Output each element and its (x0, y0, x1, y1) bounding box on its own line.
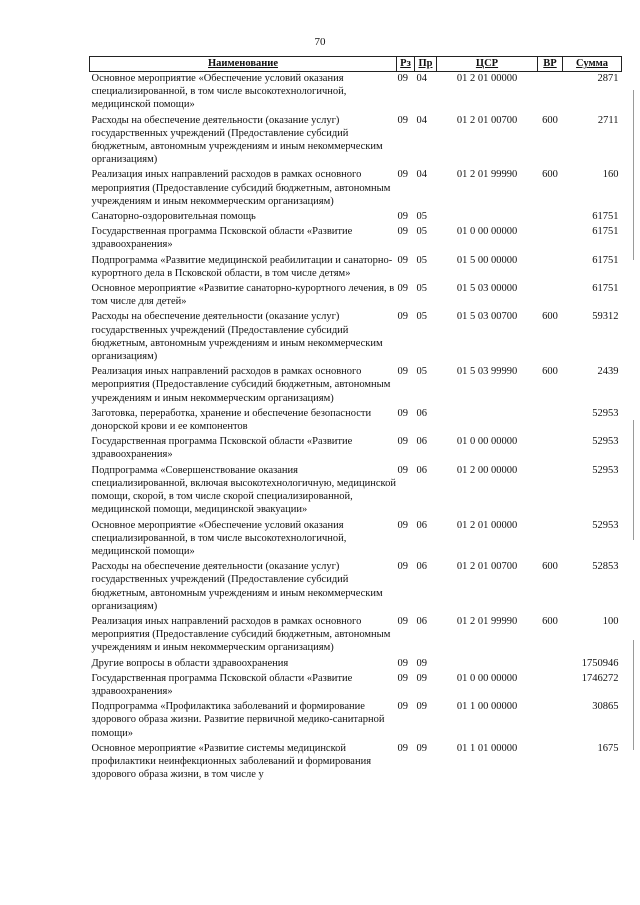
table-row (90, 615, 622, 657)
page-number: 70 (314, 36, 326, 48)
header-rz: Рз (397, 57, 415, 72)
budget-table (89, 56, 622, 783)
cell-vr (538, 254, 563, 282)
table-row (90, 254, 622, 282)
cell-sum: 61751 (592, 283, 619, 295)
cell-pr: 05 (416, 366, 427, 378)
cell-csr: 01 2 01 00700 (456, 114, 518, 126)
scan-edge-mark (633, 640, 634, 750)
table-row (90, 365, 622, 407)
cell-name: Заготовка, переработка, хранение и обеспечение безопасности донорской крови и ее компонентов (91, 407, 372, 433)
cell-csr: 01 0 00 00000 (456, 436, 518, 448)
cell-sum: 2439 (597, 366, 619, 378)
cell-csr: 01 2 01 00700 (456, 561, 518, 573)
table-row (90, 407, 622, 435)
cell-vr (538, 657, 563, 672)
cell-vr (538, 672, 563, 700)
cell-sum: 52953 (592, 407, 619, 419)
cell-name: Основное мероприятие «Развитие системы медицинской профилактики неинфекционных заболеваний и формирования здорового образа жизни, в том числе у (91, 742, 372, 781)
cell-pr: 05 (416, 311, 427, 323)
cell-sum: 61751 (592, 211, 619, 223)
cell-name: Подпрограмма «Профилактика заболеваний и формирование здорового образа жизни. Развитие первичной медико-санитарной помощи» (91, 701, 385, 739)
header-sum: Сумма (563, 57, 622, 72)
cell-rz: 09 (397, 73, 408, 84)
cell-pr: 06 (416, 519, 427, 531)
table-row (90, 72, 622, 114)
cell-vr: 600 (542, 366, 558, 378)
cell-sum: 1750946 (581, 657, 619, 669)
table-row (90, 282, 622, 310)
cell-vr: 600 (542, 311, 558, 323)
table-header (90, 57, 622, 72)
cell-vr (538, 282, 563, 310)
cell-sum: 52853 (592, 561, 619, 573)
table-row (90, 519, 622, 561)
cell-vr: 600 (542, 169, 558, 181)
cell-sum: 52953 (592, 436, 619, 448)
cell-rz: 09 (397, 114, 408, 126)
cell-pr: 06 (416, 407, 427, 419)
cell-name: Реализация иных направлений расходов в рамках основного мероприятия (Предоставление субсидий бюджетным, автономным учреждениям и иным некоммерческим организациям) (91, 366, 391, 404)
cell-csr: 01 0 00 00000 (456, 226, 518, 238)
cell-pr: 06 (416, 436, 427, 448)
cell-name: Расходы на обеспечение деятельности (оказание услуг) государственных учреждений (Предоставление субсидий бюджетным, автономным учреждениям и иным некоммерческим организациям) (91, 561, 383, 612)
cell-rz: 09 (397, 226, 408, 238)
cell-rz: 09 (397, 283, 408, 295)
cell-csr: 01 2 01 99990 (456, 615, 518, 627)
scan-edge-mark (633, 420, 634, 540)
cell-csr: 01 2 01 00000 (456, 73, 518, 84)
cell-csr: 01 1 01 00000 (456, 742, 518, 754)
table-row (90, 210, 622, 225)
cell-name: Государственная программа Псковской области «Развитие здравоохранения» (91, 226, 353, 251)
cell-vr: 600 (542, 615, 558, 627)
cell-csr: 01 0 00 00000 (456, 672, 518, 684)
cell-rz: 09 (397, 672, 408, 684)
cell-sum: 1746272 (581, 672, 619, 684)
cell-csr (437, 657, 538, 672)
cell-name: Расходы на обеспечение деятельности (оказание услуг) государственных учреждений (Предоставление субсидий бюджетным, автономным учреждениям и иным некоммерческим организациям) (91, 114, 383, 166)
cell-rz: 09 (397, 464, 408, 476)
cell-sum: 1675 (597, 742, 619, 754)
cell-rz: 09 (397, 657, 408, 669)
cell-rz: 09 (397, 407, 408, 419)
cell-pr: 09 (416, 657, 427, 669)
cell-rz: 09 (397, 366, 408, 378)
cell-pr: 09 (416, 742, 427, 754)
cell-sum: 2711 (597, 114, 619, 126)
cell-csr: 01 5 03 99990 (456, 366, 518, 378)
table-row (90, 435, 622, 463)
cell-rz: 09 (397, 254, 408, 266)
cell-name: Подпрограмма «Совершенствование оказания специализированной, включая высокотехнологичную, медицинской помощи, скорой, в том числе скорой специализированной, медицинской помощи, медицинской эвакуации» (91, 464, 396, 516)
scan-edge-mark (633, 90, 634, 260)
cell-csr: 01 5 03 00700 (456, 311, 518, 323)
cell-vr (538, 464, 563, 519)
cell-sum: 100 (602, 615, 619, 627)
cell-csr: 01 5 00 00000 (456, 254, 518, 266)
cell-csr: 01 1 00 00000 (456, 701, 518, 713)
cell-vr (538, 435, 563, 463)
cell-rz: 09 (397, 169, 408, 181)
cell-pr: 06 (416, 615, 427, 627)
header-name: Наименование (90, 57, 397, 72)
cell-name: Основное мероприятие «Развитие санаторно-курортного лечения, в том числе для детей» (91, 283, 395, 308)
cell-sum: 30865 (592, 701, 619, 713)
budget-table-container (89, 56, 621, 783)
table-row (90, 560, 622, 615)
cell-name: Другие вопросы в области здравоохранения (91, 657, 289, 669)
cell-vr: 600 (542, 561, 558, 573)
cell-pr: 09 (416, 701, 427, 713)
cell-sum: 61751 (592, 254, 619, 266)
cell-vr (538, 210, 563, 225)
cell-name: Государственная программа Псковской области «Развитие здравоохранения» (91, 672, 353, 697)
cell-vr (538, 225, 563, 253)
cell-pr: 05 (416, 226, 427, 238)
cell-csr (437, 407, 538, 435)
cell-sum: 61751 (592, 226, 619, 238)
cell-rz: 09 (397, 519, 408, 531)
cell-pr: 04 (416, 73, 427, 84)
cell-csr: 01 2 00 00000 (456, 464, 518, 476)
table-body (90, 72, 622, 784)
cell-vr (538, 72, 563, 114)
table-row (90, 225, 622, 253)
cell-sum: 160 (602, 169, 619, 181)
cell-vr (538, 742, 563, 784)
table-row (90, 310, 622, 365)
cell-rz: 09 (397, 701, 408, 713)
cell-rz: 09 (397, 436, 408, 448)
cell-vr (538, 519, 563, 561)
header-vr: ВР (538, 57, 563, 72)
header-pr: Пр (415, 57, 437, 72)
table-row (90, 168, 622, 210)
cell-sum: 2871 (597, 73, 619, 84)
cell-rz: 09 (397, 311, 408, 323)
cell-sum: 52953 (592, 464, 619, 476)
cell-rz: 09 (397, 561, 408, 573)
cell-csr: 01 5 03 00000 (456, 283, 518, 295)
cell-name: Реализация иных направлений расходов в рамках основного мероприятия (Предоставление субсидий бюджетным, автономным учреждениям и иным некоммерческим организациям) (91, 169, 391, 207)
cell-pr: 05 (416, 283, 427, 295)
table-row (90, 700, 622, 742)
cell-sum: 52953 (592, 519, 619, 531)
cell-vr: 600 (542, 114, 558, 126)
cell-rz: 09 (397, 615, 408, 627)
table-row (90, 742, 622, 784)
cell-name: Основное мероприятие «Обеспечение условий оказания специализированной, в том числе высокотехнологичной, медицинской помощи» (91, 73, 347, 111)
cell-csr: 01 2 01 00000 (456, 519, 518, 531)
table-row (90, 464, 622, 519)
cell-name: Реализация иных направлений расходов в рамках основного мероприятия (Предоставление субсидий бюджетным, автономным учреждениям и иным некоммерческим организациям) (91, 615, 391, 654)
table-row (90, 657, 622, 672)
cell-vr (538, 407, 563, 435)
cell-csr: 01 2 01 99990 (456, 169, 518, 181)
cell-pr: 05 (416, 254, 427, 266)
cell-rz: 09 (397, 742, 408, 754)
cell-csr (437, 210, 538, 225)
cell-rz: 09 (397, 211, 408, 223)
cell-name: Санаторно-оздоровительная помощь (91, 211, 256, 223)
cell-name: Основное мероприятие «Обеспечение условий оказания специализированной, в том числе высокотехнологичной, медицинской помощи» (91, 519, 347, 557)
cell-pr: 06 (416, 464, 427, 476)
cell-name: Государственная программа Псковской области «Развитие здравоохранения» (91, 436, 353, 461)
cell-pr: 09 (416, 672, 427, 684)
cell-sum: 59312 (592, 311, 619, 323)
cell-pr: 04 (416, 114, 427, 126)
table-header-row (90, 57, 622, 72)
table-row (90, 114, 622, 169)
cell-pr: 06 (416, 561, 427, 573)
cell-name: Расходы на обеспечение деятельности (оказание услуг) государственных учреждений (Предоставление субсидий бюджетным, автономным учреждениям и иным некоммерческим организациям) (91, 311, 383, 363)
cell-name: Подпрограмма «Развитие медицинской реабилитации и санаторно-курортного дела в Псковской области, в том числе детям» (91, 254, 393, 279)
cell-pr: 04 (416, 169, 427, 181)
cell-pr: 05 (416, 211, 427, 223)
cell-vr (538, 700, 563, 742)
header-csr: ЦСР (437, 57, 538, 72)
table-row (90, 672, 622, 700)
